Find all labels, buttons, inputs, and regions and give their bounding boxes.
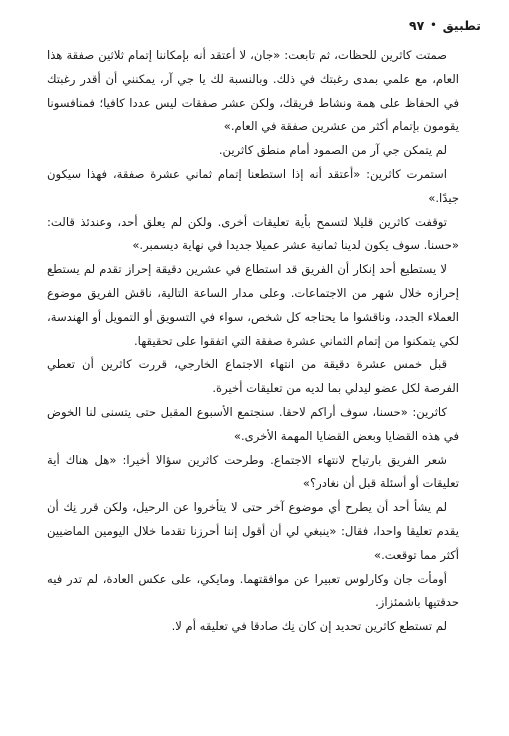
paragraph: قبل خمس عشرة دقيقة من انتهاء الاجتماع الخارجي، قررت كاثرين أن تعطي الفرصة لكل عضو ليدلي بما لديه من تعليقات أخيرة. [47, 357, 459, 396]
running-head [28, 16, 481, 34]
paragraph: لم يتمكن جي آر من الصمود أمام منطق كاثرين. [218, 143, 447, 158]
page-number: ٩٧ [408, 17, 425, 33]
paragraph: شعر الفريق بارتياح لانتهاء الاجتماع. وطرحت كاثرين سؤالا أخيرا: «هل هناك أية تعليقات أو أسئلة قبل أن نغادر؟» [47, 452, 459, 491]
chapter-title: تطبيق [442, 17, 481, 33]
header-separator: • [430, 19, 437, 31]
paragraph: لم تستطع كاثرين تحديد إن كان نِك صادقا في تعليقه أم لا. [171, 619, 447, 634]
paragraph: استمرت كاثرين: «أعتقد أنه إذا استطعنا إتمام ثماني عشرة صفقة، فهذا سيكون جيدًا.» [47, 166, 459, 205]
paragraph: لم يشأ أحد أن يطرح أي موضوع آخر حتى لا يتأخروا عن الرحيل، ولكن قرر نِك أن يقدم تعليقا واحدا، فقال: «ينبغي لي أن أقول إننا أحرزنا تقدما خلال اليومين الماضيين أكثر مما توقعت.» [47, 500, 459, 562]
paragraph: صمتت كاثرين للحظات، ثم تابعت: «جان، لا أعتقد أنه بإمكاننا إتمام ثلاثين صفقة هذا العام، مع علمي بمدى رغبتك في ذلك. وبالنسبة لك يا جي آر، يمكنني أن أقدر رغبتك في الحفاظ على همة ونشاط فريقك، ولكن عشر صفقات ليس عددا كافيا؛ فمنافسونا يقومون بإتمام أكثر من عشرين صفقة في العام.» [47, 48, 459, 134]
paragraph: توقفت كاثرين قليلا لتسمح بأية تعليقات أخرى. ولكن لم يعلق أحد، وعندئذ قالت: «حسنا. سوف يكون لدينا ثمانية عشر عميلا جديدا في نهاية ديسمبر.» [47, 214, 459, 253]
body-text [47, 44, 459, 639]
paragraph: لا يستطيع أحد إنكار أن الفريق قد استطاع في عشرين دقيقة إحراز تقدم لم يستطع إحرازه خلال شهر من الاجتماعات. وعلى مدار الساعة التالية، ناقش الفريق موضوع العملاء الجدد، وناقشوا ما يحتاجه كل شخص، سواء في التسويق أو التمويل أو الهندسة، لكي يتمكنوا من إتمام الثماني عشرة صفقة التي اتفقوا على تحقيقها. [47, 262, 459, 348]
paragraph: أومأت جان وكارلوس تعبيرا عن موافقتهما. ومايكي، على عكس العادة، لم تدر فيه حدقتيها باشمئزاز. [47, 571, 459, 610]
paragraph: كاثرين: «حسنا، سوف أراكم لاحقا. سنجتمع الأسبوع المقبل حتى يتسنى لنا الخوض في هذه القضايا وبعض القضايا المهمة الأخرى.» [47, 404, 459, 443]
